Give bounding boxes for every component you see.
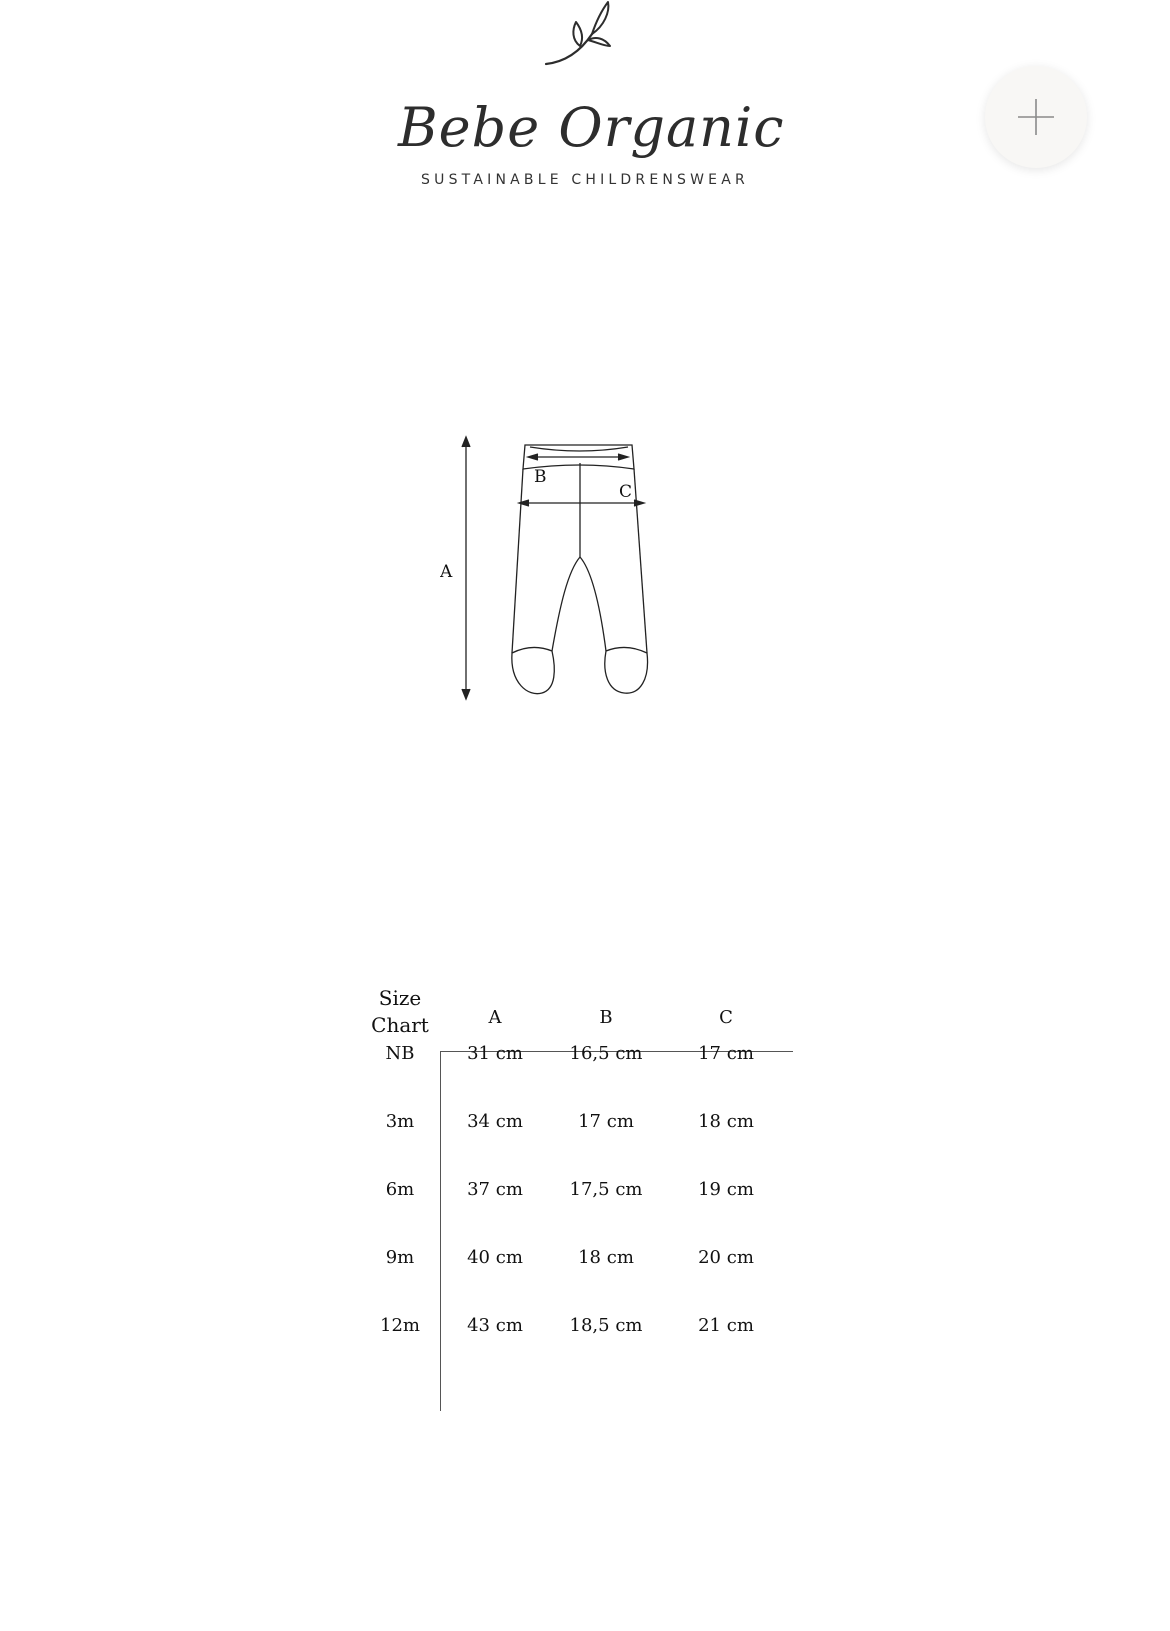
brand-wordmark: Bebe Organic [398,96,785,159]
row-size-label: 9m [385,1247,415,1268]
add-button[interactable] [985,66,1087,168]
cell-value: 18 cm [578,1247,634,1268]
cell-value: 40 cm [467,1247,523,1268]
cell-value: 17,5 cm [569,1179,643,1200]
cell-value: 17 cm [698,1043,754,1064]
row-size-label: 6m [385,1179,415,1200]
right-leg-outline [634,469,647,653]
measure-a-arrow-bottom [462,689,470,699]
column-header-a: A [488,1007,502,1028]
row-size-label: NB [385,1043,415,1064]
left-foot [512,647,554,693]
cell-value: 34 cm [467,1111,523,1132]
size-chart-table [360,985,800,1420]
measure-b-arrow-right [618,454,628,460]
cell-value: 37 cm [467,1179,523,1200]
label-a: A [440,562,453,582]
cell-value: 19 cm [698,1179,754,1200]
inner-legs [552,557,606,651]
left-leg-outline [512,469,523,653]
label-c: C [619,482,633,502]
cell-value: 18,5 cm [569,1315,643,1336]
row-size-label: 12m [380,1315,420,1336]
cell-value: 16,5 cm [569,1043,643,1064]
size-chart-title-line2: Chart [371,1013,429,1037]
right-foot [605,647,648,693]
brand-tagline: SUSTAINABLE CHILDRENSWEAR [421,172,749,188]
size-column-divider [440,1051,441,1411]
size-chart-title-line1: Size [378,986,422,1010]
garment-diagram [440,435,670,705]
cell-value: 21 cm [698,1315,754,1336]
measure-b-arrow-left [528,454,538,460]
plus-icon [1016,97,1056,137]
cell-value: 17 cm [578,1111,634,1132]
label-b: B [534,467,547,487]
column-header-b: B [599,1007,613,1028]
cell-value: 18 cm [698,1111,754,1132]
waistband-inner [530,447,628,451]
cell-value: 43 cm [467,1315,523,1336]
measure-c-arrow-right [634,500,644,506]
leaf-logo-icon [544,0,624,72]
cell-value: 31 cm [467,1043,523,1064]
row-size-label: 3m [385,1111,415,1132]
measure-a-arrow-top [462,437,470,447]
column-header-c: C [719,1007,733,1028]
size-chart-title [360,985,440,1039]
cell-value: 20 cm [698,1247,754,1268]
